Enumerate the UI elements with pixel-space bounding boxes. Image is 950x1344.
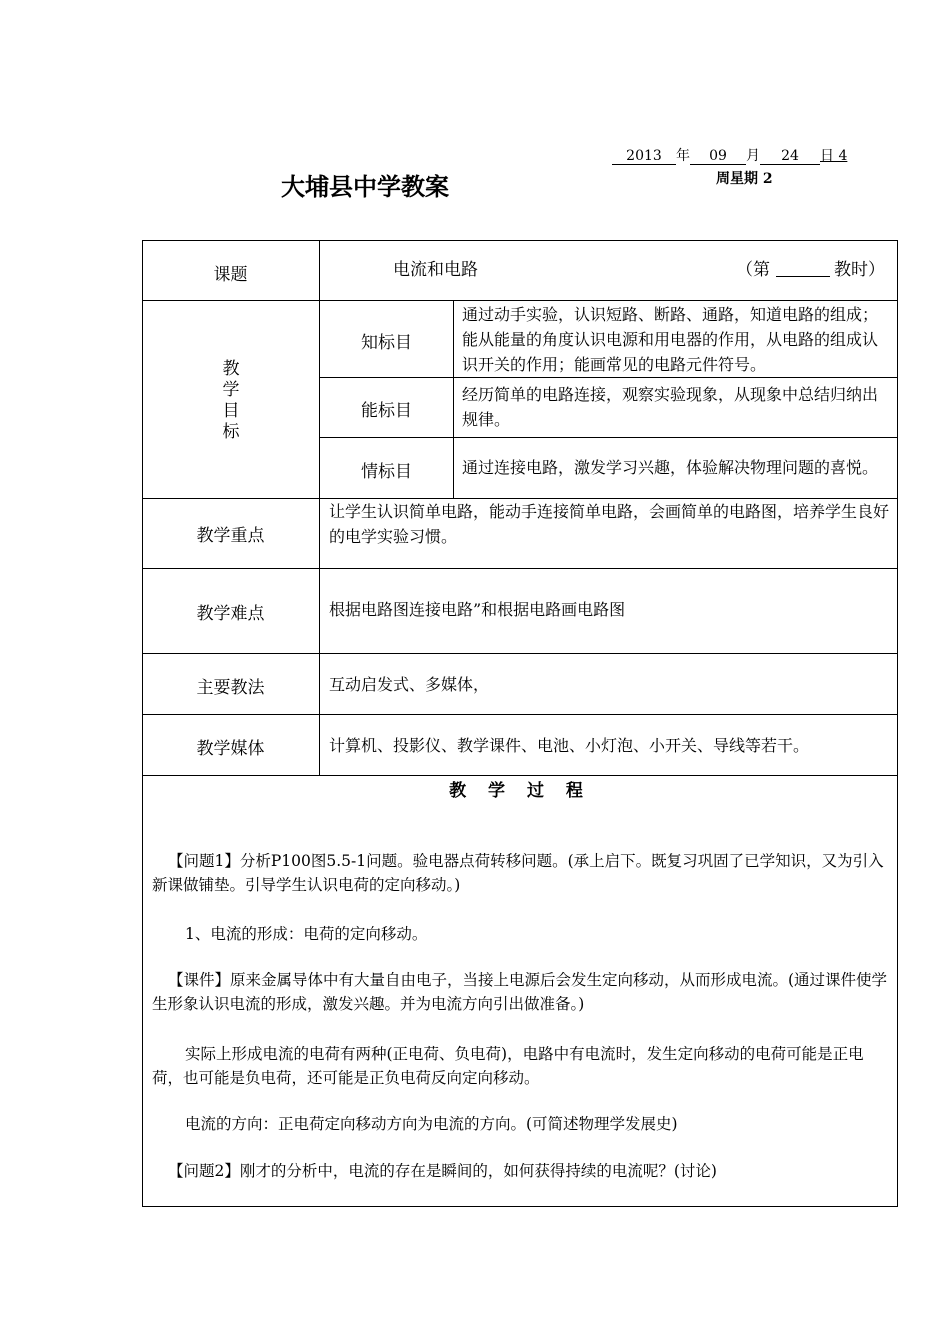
knowledge-objective-label: 知标目 <box>361 333 412 353</box>
topic-period <box>736 258 885 283</box>
period-prefix: （第 <box>736 260 770 280</box>
difficulties-label: 教学难点 <box>196 604 265 624</box>
key-points-text: 让学生认识简单电路，能动手连接简单电路，会画简单的电路图，培养学生良好的电学实验习惯。 <box>329 502 890 546</box>
difficulties-text: 根据电路图连接电路”和根据电路画电路图 <box>329 600 626 619</box>
ability-objective-label: 能标目 <box>361 401 412 421</box>
emotion-objective-label: 情标目 <box>361 462 412 482</box>
media-text: 计算机、投影仪、教学课件、电池、小灯泡、小开关、导线等若干。 <box>329 736 810 755</box>
objectives-char-3: 目 <box>222 401 240 421</box>
page-title: 大埔县中学教案 <box>281 173 449 201</box>
lesson-date <box>612 145 847 165</box>
objectives-char-2: 学 <box>222 380 240 400</box>
column-divider <box>319 240 320 775</box>
objectives-char-4: 标 <box>222 422 240 442</box>
column-divider <box>453 300 454 498</box>
emotion-objective-text: 通过连接电路，激发学习兴趣，体验解决物理问题的喜悦。 <box>462 458 879 477</box>
ability-objective-text: 经历简单的电路连接，观察实验现象，从现象中总结归纳出规律。 <box>462 385 879 429</box>
row-divider <box>142 653 898 654</box>
process-paragraph: 实际上形成电流的电荷有两种(正电荷、负电荷)，电路中有电流时，发生定向移动的电荷可能是正电荷，也可能是负电荷，还可能是正负电荷反向定向移动。 <box>152 1045 864 1087</box>
period-blank <box>776 260 830 277</box>
row-divider <box>320 437 898 438</box>
methods-label: 主要教法 <box>196 678 265 698</box>
knowledge-objective-text: 通过动手实验，认识短路、断路、通路，知道电路的组成；能从能量的角度认识电源和用电器的作用，从电路的组成认识开关的作用；能画常见的电路元件符号。 <box>462 305 879 374</box>
process-paragraph: 【课件】原来金属导体中有大量自由电子，当接上电源后会发生定向移动，从而形成电流。(通过课件使学生形象认识电流的形成，激发兴趣。并为电流方向引出做准备。) <box>152 971 888 1013</box>
weekday-line: 周星期 2 <box>716 171 773 187</box>
key-points-label: 教学重点 <box>196 526 265 546</box>
objectives-char-1: 教 <box>222 359 240 379</box>
date-year-suffix: 年 <box>676 148 690 164</box>
row-divider <box>142 714 898 715</box>
date-month: 09 <box>690 148 746 165</box>
period-suffix: 教时） <box>834 260 885 280</box>
date-month-suffix: 月 <box>746 148 760 164</box>
process-paragraph: 【问题2】刚才的分析中，电流的存在是瞬间的，如何获得持续的电流呢？(讨论) <box>168 1162 717 1180</box>
process-title: 教 学 过 程 <box>449 781 591 801</box>
process-paragraph: 【问题1】分析P100图5.5-1问题。验电器点荷转移问题。(承上启下。既复习巩固了已学知识，又为引入新课做铺垫。引导学生认识电荷的定向移动。) <box>152 852 884 894</box>
date-year: 2013 <box>612 148 676 165</box>
row-divider <box>320 377 898 378</box>
row-divider <box>142 568 898 569</box>
topic-value: 电流和电路 <box>393 260 478 280</box>
process-paragraph: 电流的方向：正电荷定向移动方向为电流的方向。(可简述物理学发展史) <box>185 1115 678 1133</box>
media-label: 教学媒体 <box>196 739 265 759</box>
methods-text: 互动启发式、多媒体， <box>329 675 490 694</box>
row-divider <box>142 300 898 301</box>
process-paragraph: 1、电流的形成：电荷的定向移动。 <box>185 925 428 943</box>
date-day: 24 <box>760 148 820 165</box>
date-day-suffix: 日 4 <box>820 148 848 164</box>
topic-label: 课题 <box>213 265 248 285</box>
